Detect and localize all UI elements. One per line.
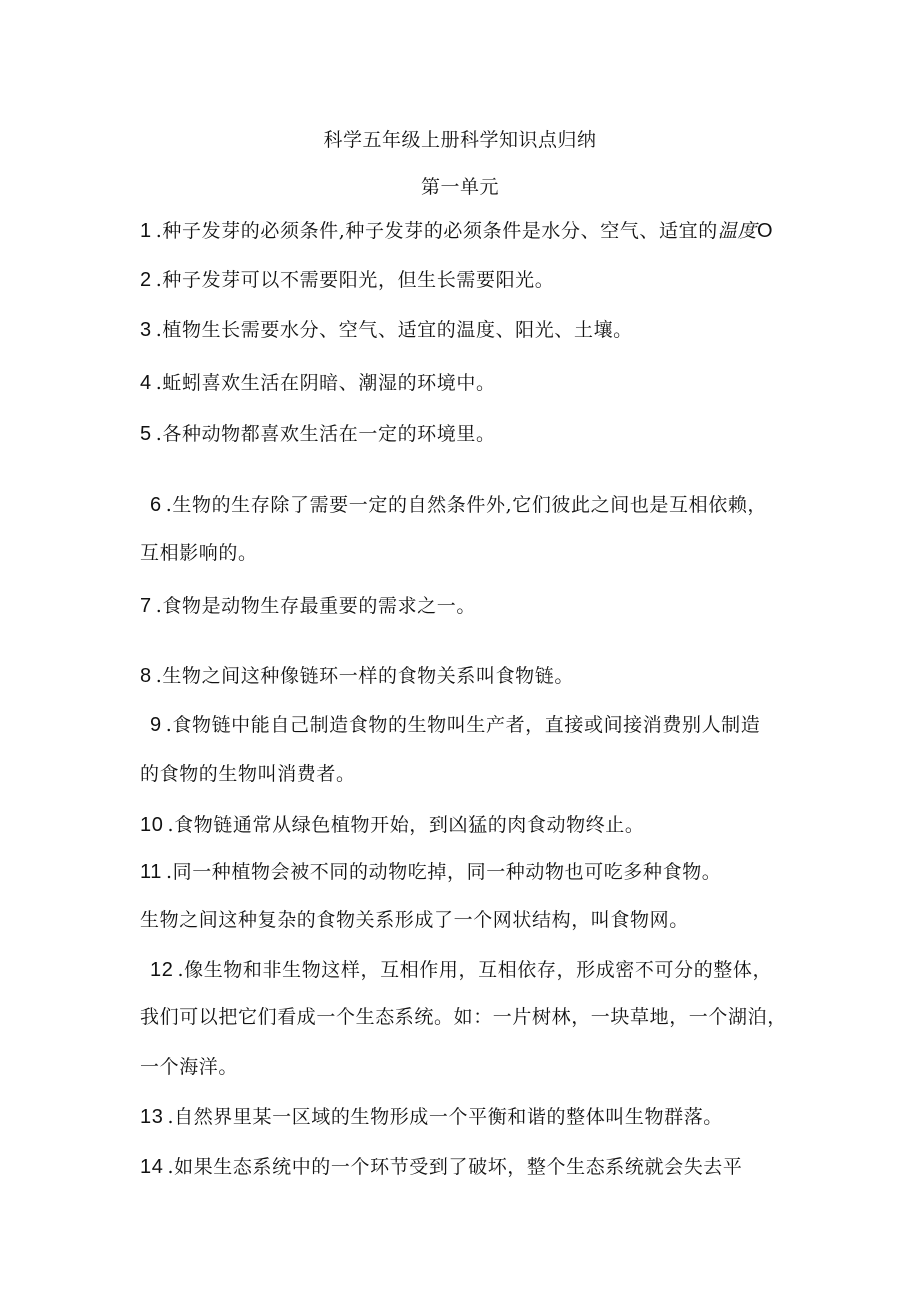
item-10 [140,810,645,837]
item-text: .食物链通常从绿色植物开始，到凶猛的肉食动物终止。 [167,814,645,836]
item-text: .种子发芽的必须条件,种子发芽的必须条件是水分、空气、适宜的 [155,220,718,242]
item-number: 6 [150,494,162,516]
item-number: 1 [140,220,152,242]
item-number: 10 [140,814,164,836]
item-12-continuation: 我们可以把它们看成一个生态系统。如：一片树林，一块草地，一个湖泊， [140,1006,787,1028]
item-11 [140,857,721,884]
item-11-continuation: 生物之间这种复杂的食物关系形成了一个网状结构，叫食物网。 [140,909,689,931]
item-number: 3 [140,319,152,341]
item-number: 9 [150,714,162,736]
item-text: .生物的生存除了需要一定的自然条件外,它们彼此之间也是互相依赖， [165,494,768,516]
item-number: 11 [140,861,162,883]
item-number: 5 [140,423,152,445]
item-number: 8 [140,665,152,687]
item-12-continuation-2: 一个海洋。 [140,1056,239,1078]
unit-heading: 第一单元 [420,176,499,198]
item-text: .食物链中能自己制造食物的生物叫生产者，直接或间接消费别人制造 [165,714,761,736]
item-text: .食物是动物生存最重要的需求之一。 [155,595,476,617]
item-5 [140,419,496,446]
item-number: 7 [140,595,152,617]
item-text: .如果生态系统中的一个环节受到了破坏，整个生态系统就会失去平 [167,1156,743,1178]
item-text: .同一种植物会被不同的动物吃掉，同一种动物也可吃多种食物。 [165,861,722,883]
item-12 [150,955,772,982]
item-text: .像生物和非生物这样，互相作用，互相依存，形成密不可分的整体， [177,959,773,981]
item-italic-text: 温度 [717,220,758,242]
item-number: 2 [140,269,152,291]
item-8 [140,661,574,688]
item-number: 13 [140,1106,164,1128]
item-9 [150,710,760,737]
item-14 [140,1152,743,1179]
item-number: 4 [140,372,152,394]
item-3 [140,315,633,342]
item-6 [150,490,767,517]
item-text: .蚯蚓喜欢生活在阴暗、潮湿的环境中。 [155,372,496,394]
item-4 [140,368,496,395]
item-1 [140,216,773,243]
item-end-mark: O [757,220,774,242]
item-text: .植物生长需要水分、空气、适宜的温度、阳光、土壤。 [155,319,633,341]
item-number: 12 [150,959,174,981]
item-text: .种子发芽可以不需要阳光，但生长需要阳光。 [155,269,555,291]
item-9-continuation: 的食物的生物叫消费者。 [140,763,356,785]
item-text: .自然界里某一区域的生物形成一个平衡和谐的整体叫生物群落。 [167,1106,723,1128]
item-text: .生物之间这种像链环一样的食物关系叫食物链。 [155,665,574,687]
item-6-continuation: 互相影响的。 [140,542,258,564]
item-number: 14 [140,1156,164,1178]
item-7 [140,591,476,618]
item-2 [140,265,554,292]
item-text: .各种动物都喜欢生活在一定的环境里。 [155,423,496,445]
document-title: 科学五年级上册科学知识点归纳 [323,129,597,151]
item-13 [140,1102,723,1129]
